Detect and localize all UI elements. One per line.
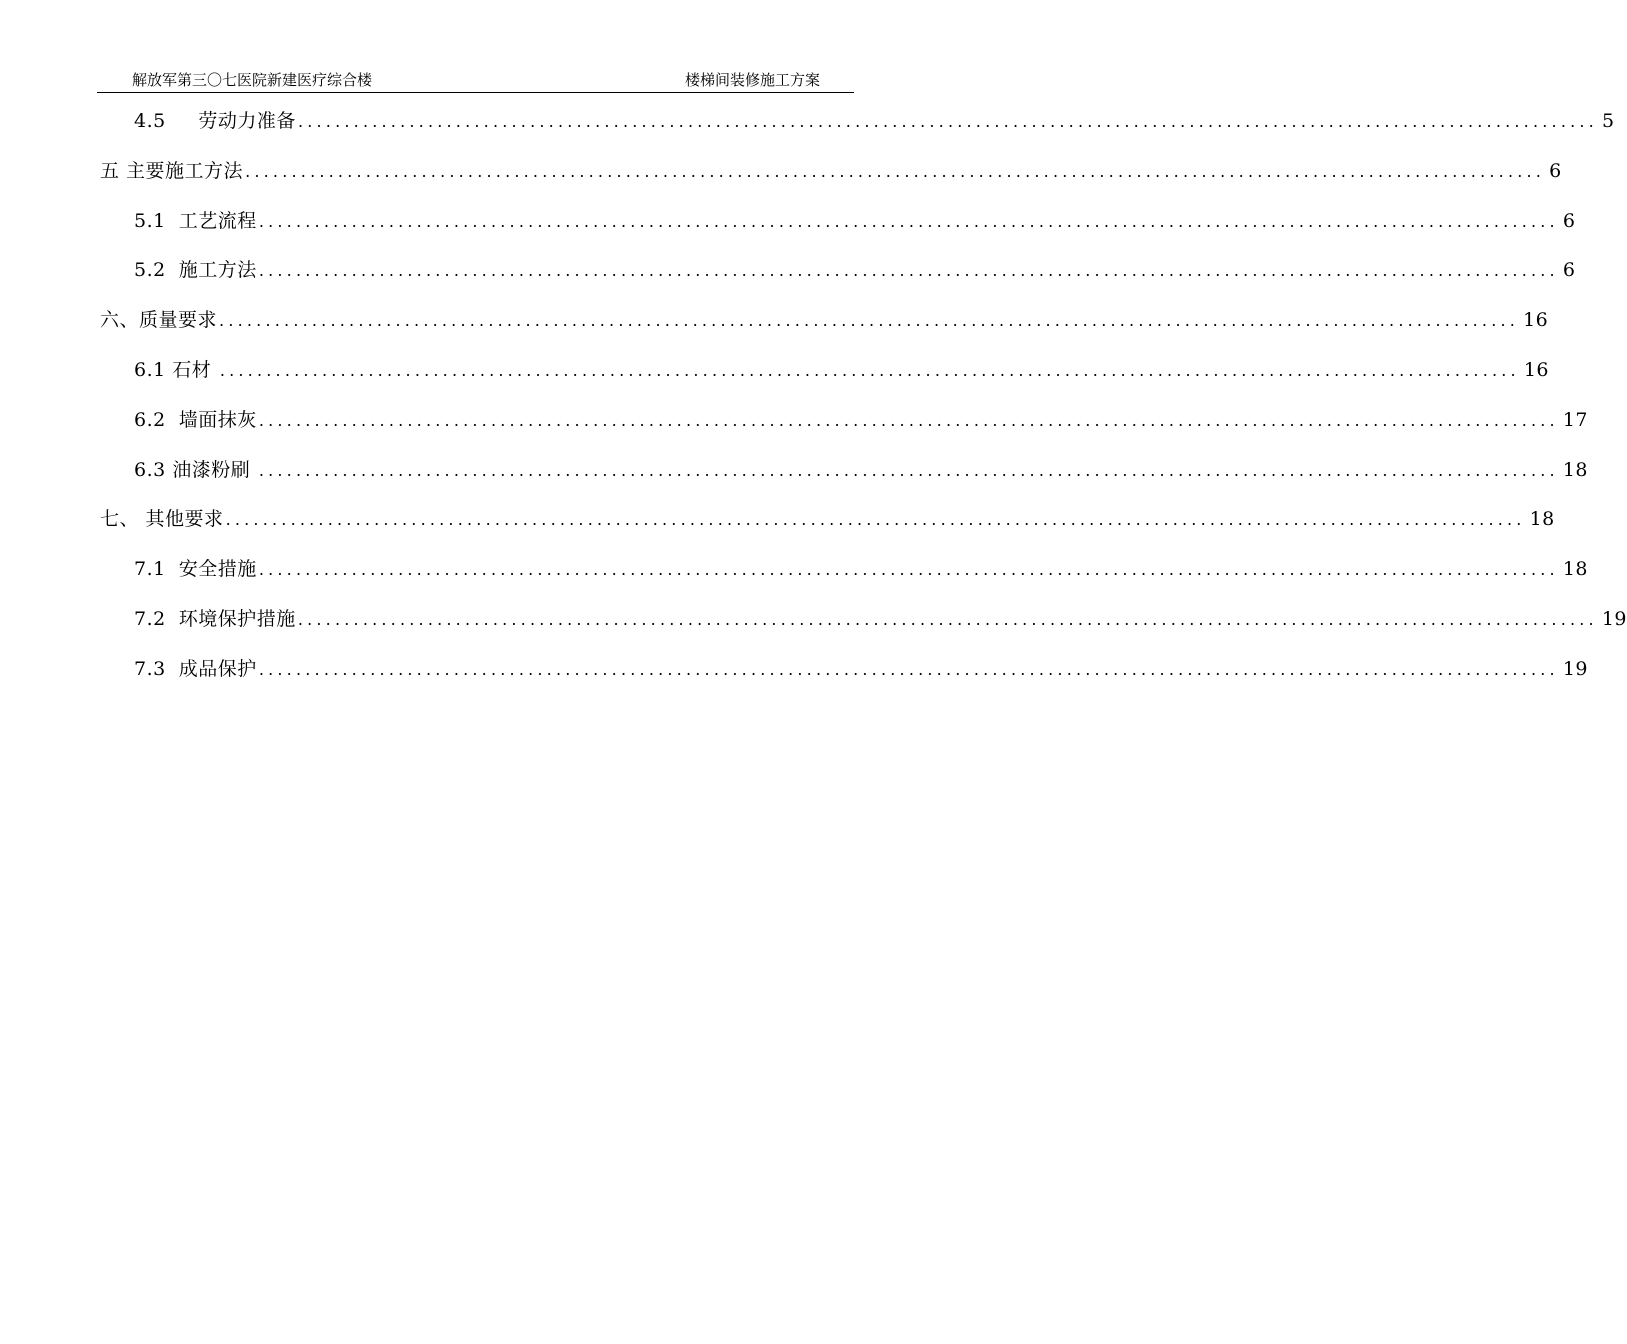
toc-entry-page: 6 [1562, 259, 1576, 282]
toc-entry-page: 16 [1523, 309, 1549, 332]
toc-entry-number: 5.1 [134, 209, 179, 232]
toc-entry-title: 质量要求 [139, 309, 218, 332]
toc-entry[interactable] [100, 301, 1549, 351]
toc-leader-dots: ............................................................................................................................................ [219, 360, 1520, 380]
page-header [97, 66, 854, 93]
toc-entry-number: 6.2 [134, 408, 179, 431]
toc-entry-page: 19 [1601, 607, 1627, 630]
toc-entry-title: 成品保护 [178, 657, 257, 680]
toc-entry-number: 7.2 [134, 607, 179, 630]
toc-entry-title: 其他要求 [145, 508, 224, 531]
header-document-title: 楼梯间装修施工方案 [684, 71, 820, 89]
toc-entry-title: 油漆粉刷 [172, 458, 257, 481]
toc-entry[interactable] [100, 500, 1555, 550]
toc-entry-number: 五 [100, 159, 127, 182]
toc-entry[interactable] [100, 152, 1562, 202]
toc-leader-dots: ............................................................................................................................................ [258, 211, 1559, 231]
toc-entry-title: 安全措施 [178, 558, 257, 581]
toc-entry-number: 7.3 [134, 657, 179, 680]
toc-leader-dots: ............................................................................................................................................ [297, 112, 1598, 131]
toc-entry[interactable] [100, 251, 1576, 301]
toc-leader-dots: ............................................................................................................................................ [245, 161, 1546, 181]
table-of-contents [100, 102, 1627, 700]
toc-entry-title: 施工方法 [178, 259, 257, 282]
toc-entry-title: 劳动力准备 [198, 110, 296, 132]
toc-entry-title: 工艺流程 [178, 209, 257, 232]
toc-leader-dots: ............................................................................................................................................ [297, 609, 1598, 629]
toc-entry[interactable] [100, 351, 1550, 401]
toc-entry-title: 石材 [172, 358, 218, 381]
toc-leader-dots: ............................................................................................................................................ [258, 261, 1559, 281]
toc-entry-page: 5 [1601, 110, 1615, 132]
toc-entry[interactable] [100, 202, 1576, 252]
header-project-name: 解放军第三〇七医院新建医疗综合楼 [132, 71, 373, 89]
toc-entry[interactable] [100, 451, 1589, 501]
toc-leader-dots: ............................................................................................................................................ [225, 510, 1526, 530]
toc-entry-title: 主要施工方法 [126, 159, 244, 182]
toc-entry-page: 6 [1549, 159, 1562, 182]
toc-entry[interactable] [100, 401, 1589, 451]
toc-entry-page: 18 [1562, 458, 1589, 481]
toc-entry[interactable] [100, 550, 1589, 600]
toc-entry-page: 16 [1523, 358, 1550, 381]
toc-entry-number: 5.2 [134, 259, 179, 282]
toc-entry-number: 七、 [100, 508, 146, 531]
toc-entry-page: 19 [1562, 657, 1589, 680]
toc-entry-page: 18 [1529, 508, 1555, 531]
toc-entry-title: 墙面抹灰 [178, 408, 257, 431]
toc-entry-page: 17 [1562, 408, 1589, 431]
toc-entry[interactable] [100, 600, 1627, 650]
toc-entry-number: 六、 [100, 309, 140, 332]
toc-entry-title: 环境保护措施 [178, 607, 296, 630]
toc-entry[interactable] [100, 102, 1615, 152]
toc-entry-page: 6 [1562, 209, 1576, 232]
toc-entry-page: 18 [1562, 558, 1589, 581]
toc-entry[interactable] [100, 650, 1589, 700]
toc-entry-number: 7.1 [134, 558, 179, 581]
toc-entry-number: 4.5 [134, 110, 199, 132]
toc-leader-dots: ............................................................................................................................................ [258, 410, 1559, 430]
toc-leader-dots: ............................................................................................................................................ [258, 560, 1559, 580]
toc-leader-dots: ............................................................................................................................................ [258, 460, 1559, 480]
toc-leader-dots: ............................................................................................................................................ [219, 311, 1520, 331]
toc-entry-number: 6.3 [134, 458, 173, 481]
toc-leader-dots: ............................................................................................................................................ [258, 659, 1559, 679]
toc-entry-number: 6.1 [134, 358, 173, 381]
